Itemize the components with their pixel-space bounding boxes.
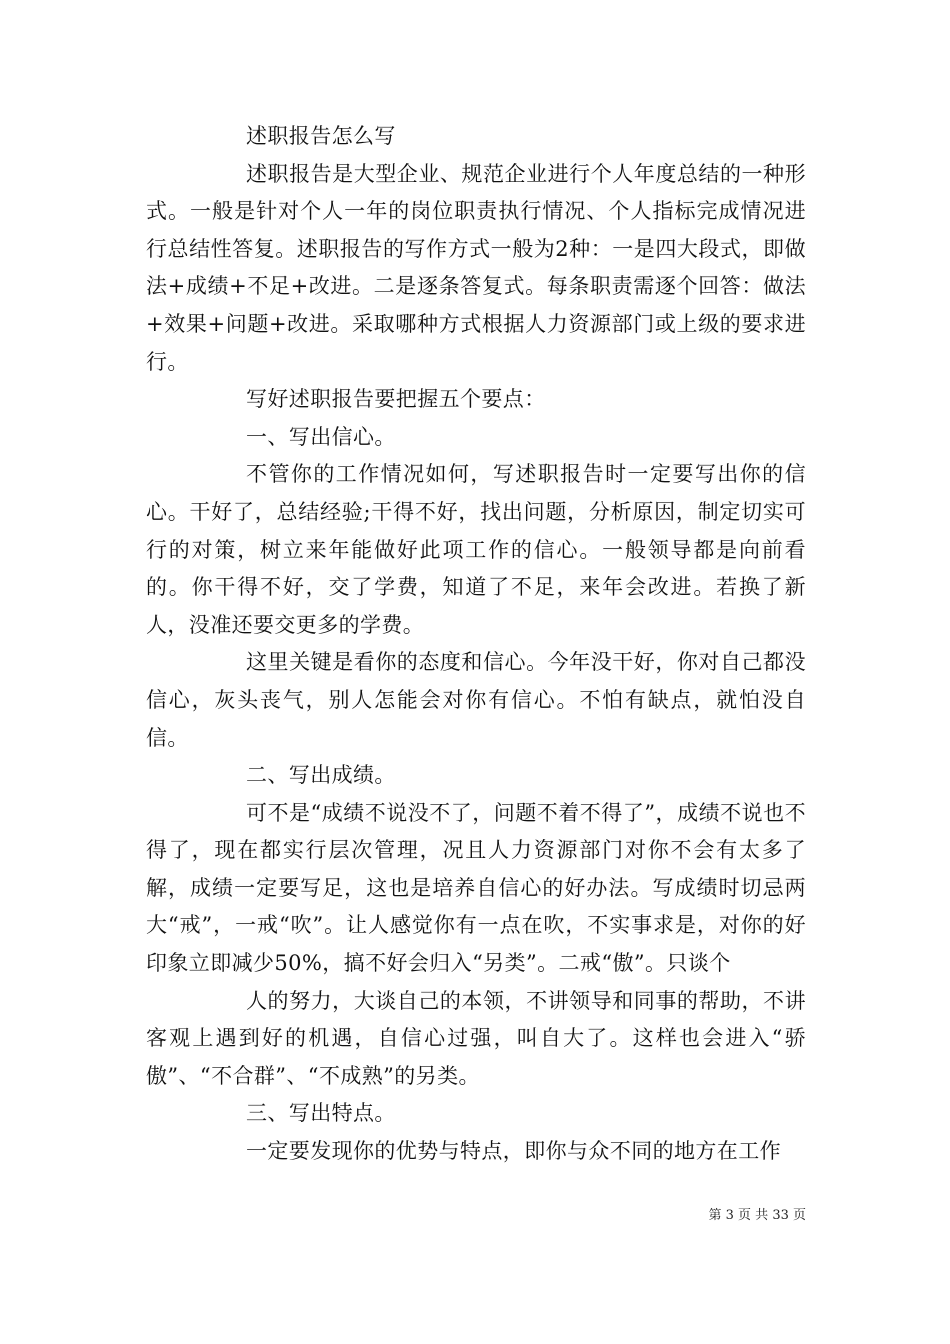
paragraph-attitude: 这里关键是看你的态度和信心。今年没干好，你对自己都没信心，灰头丧气，别人怎能会对你有信心。不怕有缺点，就怕没自信。	[146, 650, 806, 750]
paragraph-key-points: 写好述职报告要把握五个要点：	[246, 387, 546, 412]
paragraph-personal-effort: 人的努力，大谈自己的本领，不讲领导和同事的帮助，不讲客观上遇到好的机遇，自信心过强，叫自大了。这样也会进入“骄傲”、“不合群”、“不成熟”的另类。	[146, 988, 806, 1088]
paragraph-intro: 述职报告是大型企业、规范企业进行个人年度总结的一种形式。一般是针对个人一年的岗位职责执行情况、个人指标完成情况进行总结性答复。述职报告的写作方式一般为2种：一是四大段式，即做法+成绩+不足+改进。二是逐条答复式。每条职责需逐个回答：做法+效果+问题+改进。采取哪种方式根据人力资源部门或上级的要求进行。	[146, 161, 806, 374]
document-body	[146, 118, 806, 1171]
section-heading-confidence: 一、写出信心。	[246, 424, 396, 449]
paragraph-confidence: 不管你的工作情况如何，写述职报告时一定要写出你的信心。干好了，总结经验;干得不好，找出问题，分析原因，制定切实可行的对策，树立来年能做好此项工作的信心。一般领导都是向前看的。你干得不好，交了学费，知道了不足，来年会改进。若换了新人，没准还要交更多的学费。	[146, 462, 806, 637]
section-heading-achievements: 二、写出成绩。	[246, 763, 396, 788]
document-title: 述职报告怎么写	[246, 124, 396, 148]
paragraph-features: 一定要发现你的优势与特点，即你与众不同的地方在工作	[246, 1139, 781, 1164]
section-heading-features: 三、写出特点。	[246, 1101, 396, 1126]
page-number: 第 3 页 共 33 页	[708, 1208, 806, 1223]
paragraph-achievements: 可不是“成绩不说没不了，问题不着不得了”，成绩不说也不得了，现在都实行层次管理，况且人力资源部门对你不会有太多了解，成绩一定要写足，这也是培养自信心的好办法。写成绩时切忌两大“戒”，一戒“吹”。让人感觉你有一点在吹，不实事求是，对你的好印象立即减少50%，搞不好会归入“另类”。二戒“傲”。只谈个	[146, 800, 806, 976]
